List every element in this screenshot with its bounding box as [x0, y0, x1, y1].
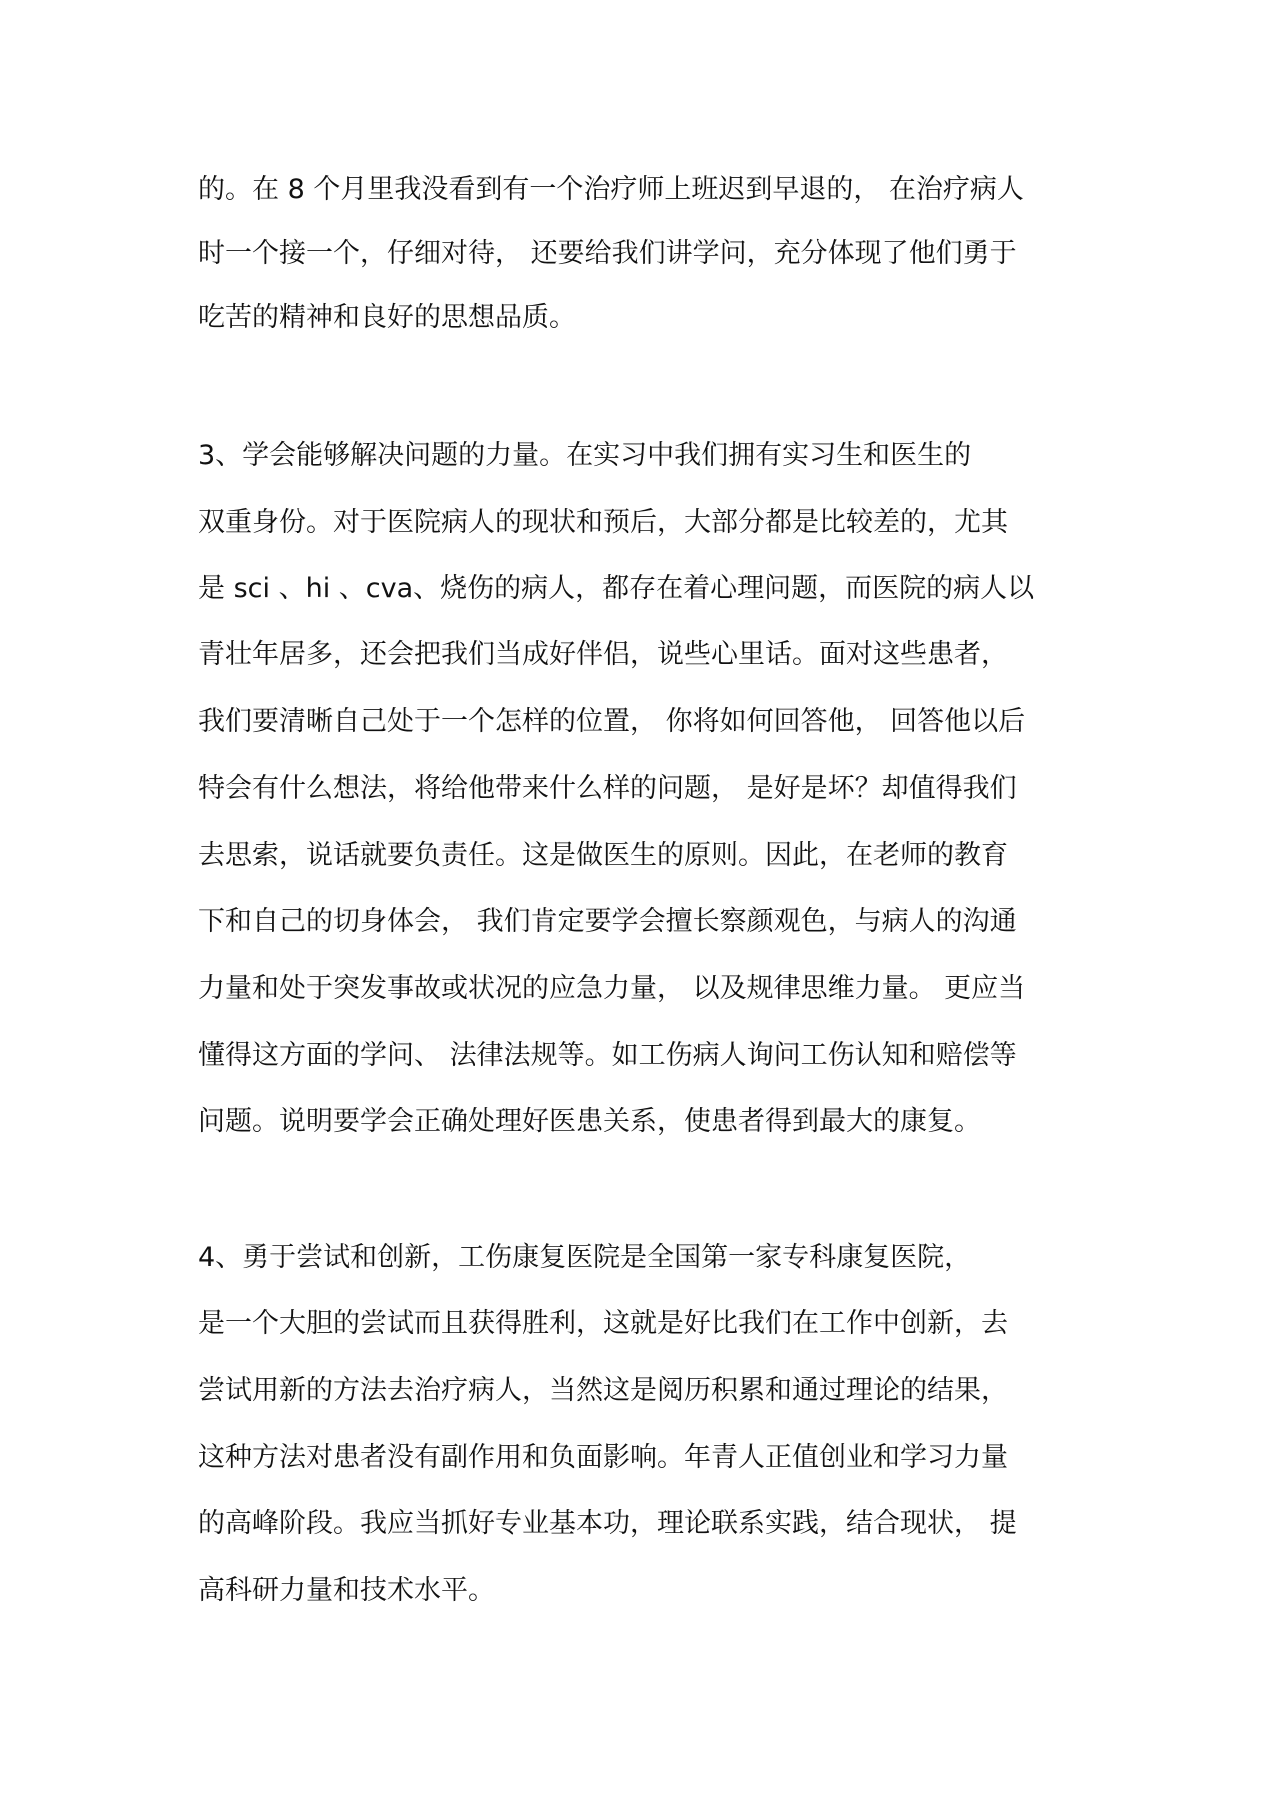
text-line: 时一个接一个，仔细对待， 还要给我们讲学问，充分体现了他们勇于 — [198, 238, 1017, 269]
text-line: 青壮年居多，还会把我们当成好伴侣，说些心里话。面对这些患者， — [198, 639, 1008, 670]
text-line: 下和自己的切身体会， 我们肯定要学会擅长察颜观色，与病人的沟通 — [198, 906, 1017, 937]
text-line: 双重身份。对于医院病人的现状和预后，大部分都是比较差的，尤其 — [198, 507, 1008, 538]
text-line: 4、勇于尝试和创新，工伤康复医院是全国第一家专科康复医院， — [198, 1242, 972, 1273]
text-line: 懂得这方面的学问、 法律法规等。如工伤病人询问工伤认知和赔偿等 — [198, 1040, 1017, 1071]
text-line: 是一个大胆的尝试而且获得胜利，这就是好比我们在工作中创新，去 — [198, 1308, 1008, 1339]
text-line: 是 sci 、hi 、cva、烧伤的病人，都存在着心理问题，而医院的病人以 — [198, 573, 1035, 604]
text-line: 3、学会能够解决问题的力量。在实习中我们拥有实习生和医生的 — [198, 440, 972, 471]
text-line: 特会有什么想法，将给他带来什么样的问题， 是好是坏？却值得我们 — [198, 773, 1017, 804]
text-line: 的。在 8 个月里我没看到有一个治疗师上班迟到早退的， 在治疗病人 — [198, 174, 1024, 205]
text-line: 高科研力量和技术水平。 — [198, 1575, 495, 1606]
text-line: 去思索，说话就要负责任。这是做医生的原则。因此，在老师的教育 — [198, 840, 1008, 871]
text-line: 的高峰阶段。我应当抓好专业基本功，理论联系实践，结合现状， 提 — [198, 1508, 1017, 1539]
text-line: 问题。说明要学会正确处理好医患关系，使患者得到最大的康复。 — [198, 1106, 981, 1137]
text-line: 尝试用新的方法去治疗病人，当然这是阅历积累和通过理论的结果， — [198, 1375, 1008, 1406]
text-line: 吃苦的精神和良好的思想品质。 — [198, 302, 576, 333]
text-line: 这种方法对患者没有副作用和负面影响。年青人正值创业和学习力量 — [198, 1442, 1008, 1473]
text-line: 我们要清晰自己处于一个怎样的位置， 你将如何回答他， 回答他以后 — [198, 706, 1026, 737]
text-line: 力量和处于突发事故或状况的应急力量， 以及规律思维力量。 更应当 — [198, 973, 1026, 1004]
